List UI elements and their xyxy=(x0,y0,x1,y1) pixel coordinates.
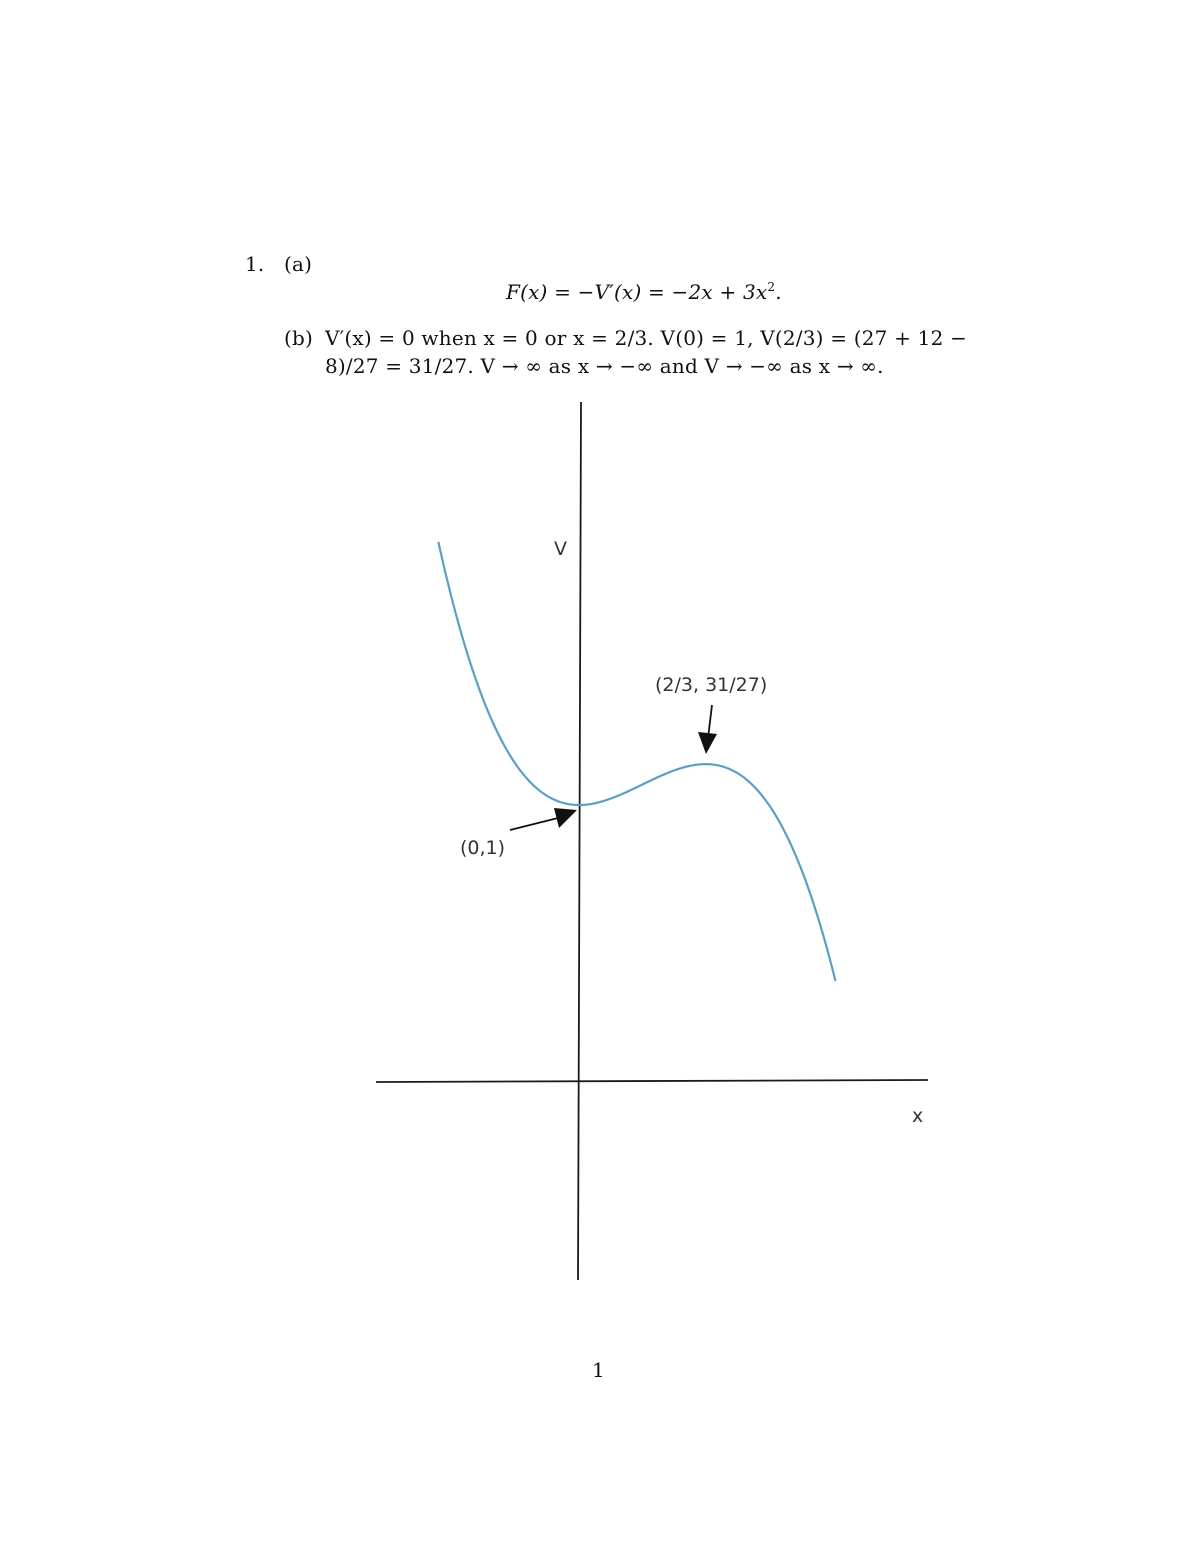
part-a-label: (a) xyxy=(284,252,313,276)
max-arrow xyxy=(708,705,712,738)
part-b-line-1: V′(x) = 0 when x = 0 or x = 2/3. V(0) = 1, V(2/3) = (27 + 12 − xyxy=(325,326,968,350)
min-arrow xyxy=(510,818,558,830)
potential-plot xyxy=(372,398,932,1283)
equation-main: F(x) = −V′(x) = −2x + 3x xyxy=(506,280,768,304)
equation-exponent: 2 xyxy=(767,280,776,294)
x-axis xyxy=(376,1080,928,1082)
part-a-equation xyxy=(506,280,782,304)
x-axis-label: x xyxy=(912,1105,924,1127)
problem-number: 1. xyxy=(245,252,265,276)
equation-period: . xyxy=(775,280,782,304)
y-axis-label: V xyxy=(554,538,567,560)
part-b-line-2: 8)/27 = 31/27. V → ∞ as x → −∞ and V → −∞ as x → ∞. xyxy=(325,354,884,378)
part-b-label: (b) xyxy=(284,326,314,350)
y-axis xyxy=(578,402,581,1280)
max-annotation: (2/3, 31/27) xyxy=(655,674,768,696)
max-arrowhead xyxy=(698,732,717,754)
min-annotation: (0,1) xyxy=(460,837,506,859)
potential-curve xyxy=(438,542,835,981)
min-arrowhead xyxy=(554,808,577,828)
page-number: 1 xyxy=(592,1358,605,1382)
